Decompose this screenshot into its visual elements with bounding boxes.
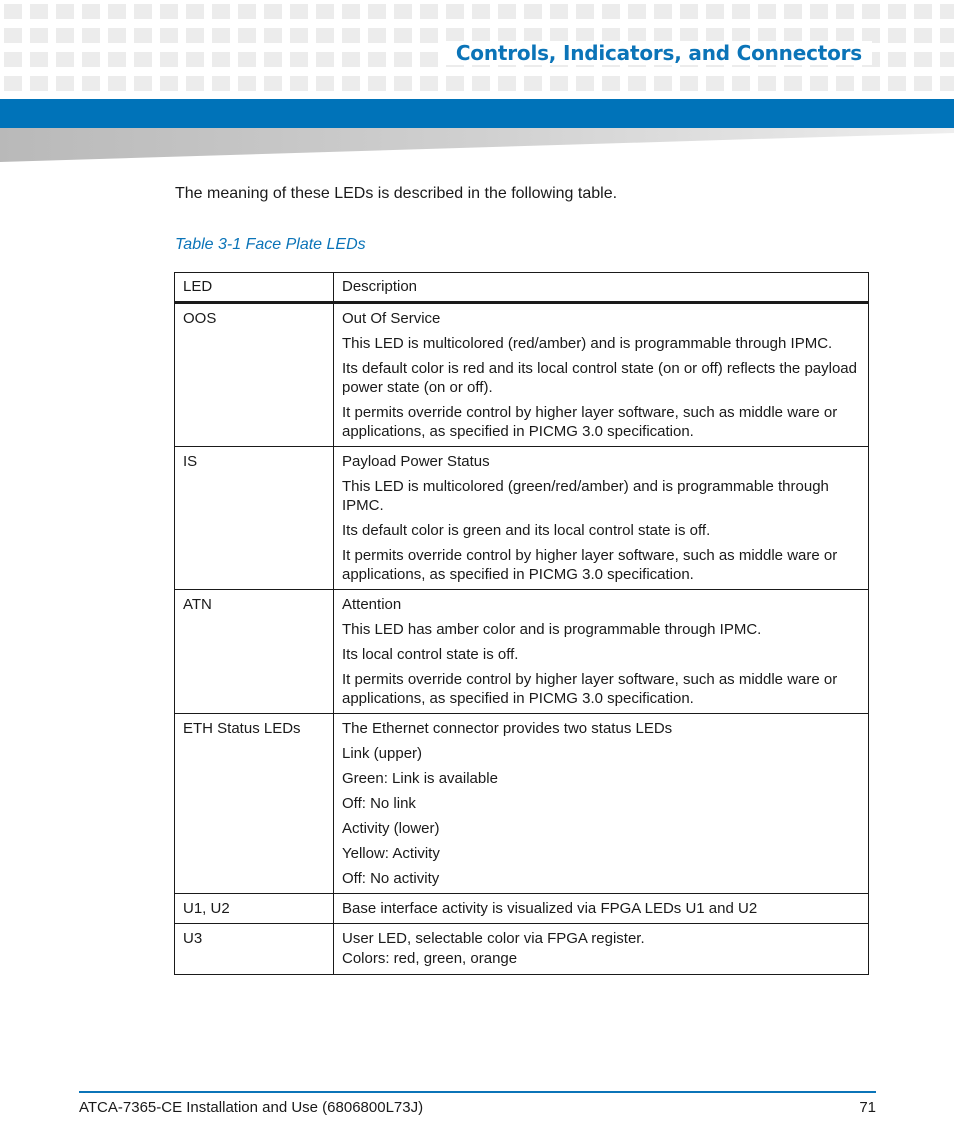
grid-cell bbox=[628, 4, 646, 19]
grid-cell bbox=[524, 4, 542, 19]
grid-cell bbox=[82, 28, 100, 43]
grid-cell bbox=[108, 76, 126, 91]
grid-cell bbox=[914, 4, 932, 19]
description-line: This LED has amber color and is programmable through IPMC. bbox=[342, 621, 762, 638]
grid-cell bbox=[4, 52, 22, 67]
grid-cell bbox=[82, 76, 100, 91]
grid-cell bbox=[212, 4, 230, 19]
grid-cell bbox=[940, 28, 954, 43]
grid-cell bbox=[238, 52, 256, 67]
header-led: LED bbox=[175, 273, 334, 303]
led-name-cell: ETH Status LEDs bbox=[175, 714, 334, 894]
grid-cell bbox=[134, 4, 152, 19]
header-blue-bar bbox=[0, 99, 954, 128]
grid-cell bbox=[56, 76, 74, 91]
grid-cell bbox=[498, 4, 516, 19]
grid-cell bbox=[472, 76, 490, 91]
grid-cell bbox=[56, 52, 74, 67]
grid-cell bbox=[368, 76, 386, 91]
grid-cell bbox=[602, 76, 620, 91]
face-plate-leds-table bbox=[174, 272, 869, 975]
description-line: It permits override control by higher layer software, such as middle ware or applications, as specified in PICMG 3.0 specification. bbox=[342, 671, 838, 707]
description-line: Its default color is green and its local control state is off. bbox=[342, 522, 711, 539]
grid-cell bbox=[238, 76, 256, 91]
grid-cell bbox=[108, 4, 126, 19]
table-row bbox=[175, 303, 869, 447]
led-name-cell: U3 bbox=[175, 924, 334, 975]
grid-cell bbox=[836, 76, 854, 91]
led-description-cell bbox=[334, 894, 869, 924]
led-name-cell: U1, U2 bbox=[175, 894, 334, 924]
grid-cell bbox=[394, 52, 412, 67]
grid-cell bbox=[576, 4, 594, 19]
grid-cell bbox=[524, 76, 542, 91]
grid-cell bbox=[56, 4, 74, 19]
description-line: The Ethernet connector provides two status LEDs bbox=[342, 720, 673, 737]
footer-rule bbox=[79, 1091, 876, 1093]
grid-cell bbox=[394, 4, 412, 19]
description-line: Colors: red, green, orange bbox=[342, 950, 518, 967]
description-line: Its default color is red and its local control state (on or off) reflects the payload power state (on or off). bbox=[342, 360, 857, 396]
led-description-cell bbox=[334, 590, 869, 714]
grid-cell bbox=[446, 4, 464, 19]
grid-cell bbox=[654, 76, 672, 91]
grid-cell bbox=[264, 28, 282, 43]
grid-cell bbox=[160, 28, 178, 43]
grid-cell bbox=[4, 76, 22, 91]
description-line: Off: No activity bbox=[342, 870, 440, 887]
grid-cell bbox=[342, 28, 360, 43]
grid-cell bbox=[186, 52, 204, 67]
grid-cell bbox=[30, 52, 48, 67]
grid-cell bbox=[368, 4, 386, 19]
grid-cell bbox=[810, 76, 828, 91]
description-line: It permits override control by higher layer software, such as middle ware or applications, as specified in PICMG 3.0 specification. bbox=[342, 404, 838, 440]
grid-cell bbox=[472, 4, 490, 19]
grid-cell bbox=[862, 4, 880, 19]
grid-cell bbox=[264, 4, 282, 19]
grid-cell bbox=[576, 76, 594, 91]
grid-cell bbox=[186, 4, 204, 19]
grid-cell bbox=[394, 28, 412, 43]
led-description-cell bbox=[334, 447, 869, 590]
grid-cell bbox=[394, 76, 412, 91]
grid-cell bbox=[160, 52, 178, 67]
grid-cell bbox=[888, 76, 906, 91]
grid-cell bbox=[342, 76, 360, 91]
grid-cell bbox=[888, 52, 906, 67]
grid-cell bbox=[290, 52, 308, 67]
grid-cell bbox=[940, 52, 954, 67]
grid-cell bbox=[706, 76, 724, 91]
grid-cell bbox=[368, 28, 386, 43]
grid-cell bbox=[134, 52, 152, 67]
grid-cell bbox=[264, 52, 282, 67]
led-name-cell: OOS bbox=[175, 303, 334, 447]
grid-cell bbox=[4, 28, 22, 43]
led-description-cell bbox=[334, 924, 869, 975]
grid-cell bbox=[810, 4, 828, 19]
grid-cell bbox=[290, 28, 308, 43]
grid-cell bbox=[784, 4, 802, 19]
grid-cell bbox=[264, 76, 282, 91]
grid-cell bbox=[108, 52, 126, 67]
grid-cell bbox=[550, 76, 568, 91]
grid-cell bbox=[758, 4, 776, 19]
grid-cell bbox=[836, 4, 854, 19]
grid-cell bbox=[914, 76, 932, 91]
table-row bbox=[175, 590, 869, 714]
grid-cell bbox=[732, 4, 750, 19]
grid-cell bbox=[446, 76, 464, 91]
led-name-cell: IS bbox=[175, 447, 334, 590]
grid-cell bbox=[56, 28, 74, 43]
grid-cell bbox=[160, 76, 178, 91]
grid-cell bbox=[186, 28, 204, 43]
table-caption: Table 3-1 Face Plate LEDs bbox=[175, 236, 366, 253]
grid-cell bbox=[888, 4, 906, 19]
grid-cell bbox=[134, 76, 152, 91]
grid-cell bbox=[108, 28, 126, 43]
description-line: Link (upper) bbox=[342, 745, 423, 762]
grid-cell bbox=[316, 76, 334, 91]
grid-cell bbox=[914, 28, 932, 43]
grid-cell bbox=[186, 76, 204, 91]
grid-cell bbox=[550, 4, 568, 19]
grid-cell bbox=[420, 76, 438, 91]
grid-cell bbox=[290, 4, 308, 19]
grid-cell bbox=[940, 4, 954, 19]
grid-cell bbox=[82, 52, 100, 67]
header-description: Description bbox=[334, 273, 869, 303]
grid-cell bbox=[134, 28, 152, 43]
grid-cell bbox=[758, 76, 776, 91]
description-line: This LED is multicolored (red/amber) and is programmable through IPMC. bbox=[342, 335, 833, 352]
grid-cell bbox=[316, 4, 334, 19]
grid-cell bbox=[654, 4, 672, 19]
description-line: User LED, selectable color via FPGA register. bbox=[342, 930, 645, 947]
grid-cell bbox=[914, 52, 932, 67]
grid-cell bbox=[82, 4, 100, 19]
header-grey-swoosh bbox=[0, 128, 954, 164]
section-title: Controls, Indicators, and Connectors bbox=[440, 41, 872, 65]
description-line: Off: No link bbox=[342, 795, 416, 812]
grid-cell bbox=[4, 4, 22, 19]
footer-document-title: ATCA-7365-CE Installation and Use (6806800L73J) bbox=[79, 1099, 424, 1116]
grid-cell bbox=[316, 28, 334, 43]
grid-cell bbox=[368, 52, 386, 67]
description-line: It permits override control by higher layer software, such as middle ware or applications, as specified in PICMG 3.0 specification. bbox=[342, 547, 838, 583]
table-row bbox=[175, 924, 869, 975]
description-line: Its local control state is off. bbox=[342, 646, 519, 663]
grid-cell bbox=[420, 28, 438, 43]
description-line: Yellow: Activity bbox=[342, 845, 440, 862]
grid-cell bbox=[940, 76, 954, 91]
table-row bbox=[175, 714, 869, 894]
grid-cell bbox=[212, 76, 230, 91]
grid-cell bbox=[30, 4, 48, 19]
led-name-cell: ATN bbox=[175, 590, 334, 714]
description-line: Activity (lower) bbox=[342, 820, 440, 837]
grid-cell bbox=[342, 52, 360, 67]
description-line: Out Of Service bbox=[342, 310, 441, 327]
intro-paragraph: The meaning of these LEDs is described in the following table. bbox=[175, 185, 618, 202]
led-description-cell bbox=[334, 714, 869, 894]
grid-cell bbox=[628, 76, 646, 91]
grid-cell bbox=[30, 28, 48, 43]
grid-cell bbox=[238, 4, 256, 19]
grid-cell bbox=[420, 52, 438, 67]
grid-cell bbox=[862, 76, 880, 91]
grid-cell bbox=[680, 76, 698, 91]
grid-cell bbox=[160, 4, 178, 19]
grid-cell bbox=[498, 76, 516, 91]
description-line: Attention bbox=[342, 596, 402, 613]
grid-cell bbox=[212, 52, 230, 67]
description-line: This LED is multicolored (green/red/amber) and is programmable through IPMC. bbox=[342, 478, 829, 514]
table-header-row bbox=[175, 273, 869, 303]
grid-cell bbox=[602, 4, 620, 19]
grid-cell bbox=[420, 4, 438, 19]
table-row bbox=[175, 447, 869, 590]
description-line: Payload Power Status bbox=[342, 453, 490, 470]
grid-cell bbox=[888, 28, 906, 43]
description-line: Base interface activity is visualized via FPGA LEDs U1 and U2 bbox=[342, 900, 758, 917]
grid-cell bbox=[784, 76, 802, 91]
grid-cell bbox=[680, 4, 698, 19]
grid-cell bbox=[706, 4, 724, 19]
grid-cell bbox=[316, 52, 334, 67]
grid-cell bbox=[212, 28, 230, 43]
description-line: Green: Link is available bbox=[342, 770, 498, 787]
grid-cell bbox=[732, 76, 750, 91]
table-row bbox=[175, 894, 869, 924]
grid-cell bbox=[290, 76, 308, 91]
footer-page-number: 71 bbox=[859, 1099, 876, 1116]
grid-cell bbox=[342, 4, 360, 19]
grid-cell bbox=[238, 28, 256, 43]
grid-cell bbox=[30, 76, 48, 91]
led-description-cell bbox=[334, 303, 869, 447]
